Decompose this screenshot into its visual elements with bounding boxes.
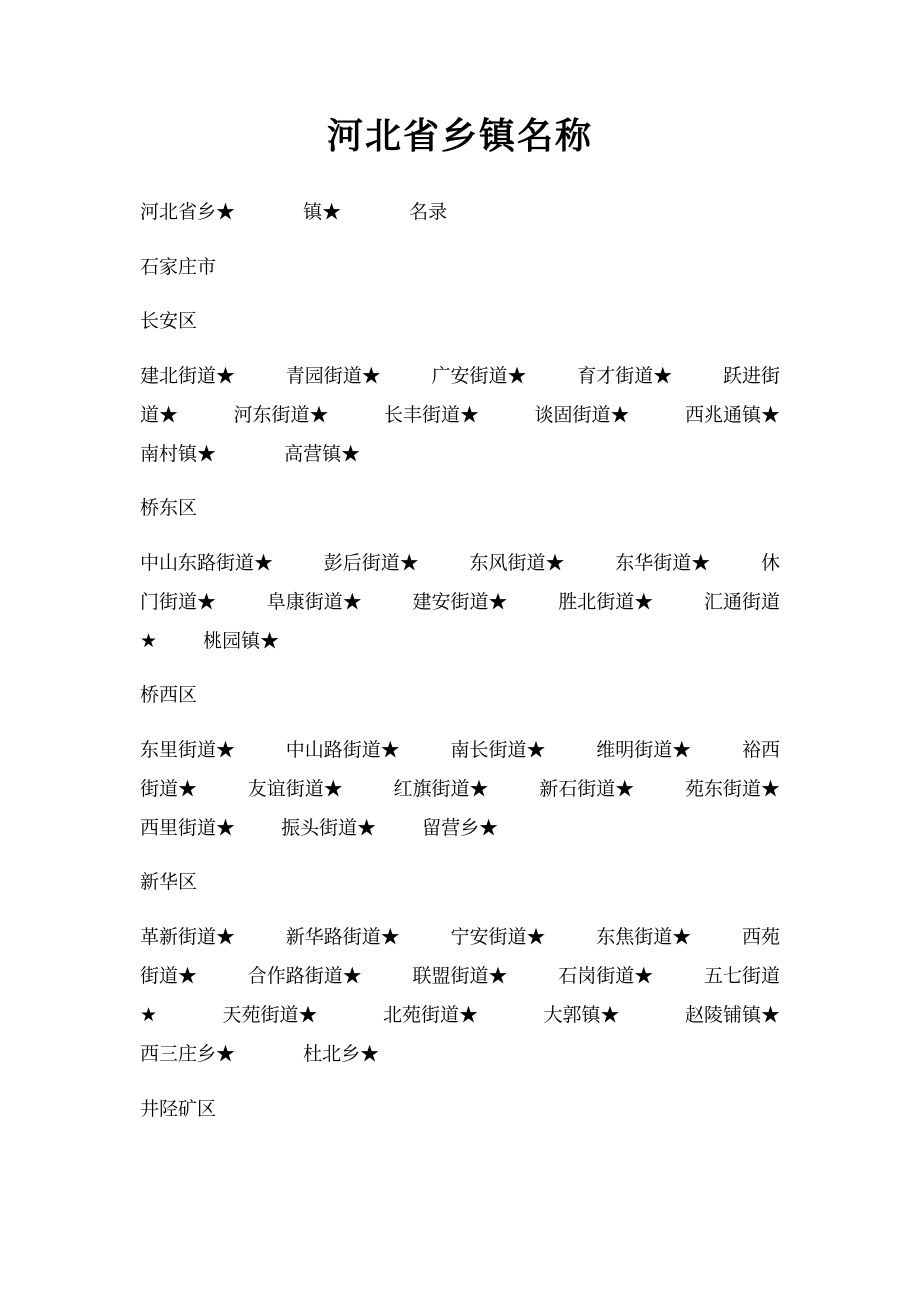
- town-item: 育才街道★: [577, 365, 673, 387]
- town-item: 西里街道★: [140, 817, 236, 839]
- district-line: [140, 1003, 780, 1027]
- district-line: [140, 1042, 780, 1066]
- subtitle-item: 镇★: [303, 201, 342, 223]
- district-line: [140, 364, 780, 388]
- district-line: [140, 738, 780, 762]
- district-heading: 新华区: [140, 871, 198, 893]
- town-item: 苑东街道★: [684, 778, 780, 800]
- town-item: 南长街道★: [450, 739, 546, 761]
- district-line: [140, 551, 780, 575]
- town-item: 西苑: [741, 926, 780, 948]
- city-heading: 石家庄市: [140, 256, 217, 278]
- town-item: 广安街道★: [431, 365, 527, 387]
- town-item: 汇通街道: [703, 591, 780, 613]
- document-title: 河北省乡镇名称: [326, 115, 593, 157]
- town-item: 东焦街道★: [596, 926, 692, 948]
- district-line: [140, 403, 780, 427]
- town-item: 裕西: [741, 739, 780, 761]
- town-item: 北苑街道★: [383, 1004, 479, 1026]
- subtitle-item: 名录: [409, 201, 448, 223]
- town-item: 长丰街道★: [383, 404, 479, 426]
- district-heading: 井陉矿区: [140, 1098, 217, 1120]
- district-line: [140, 925, 780, 949]
- town-item: 跃进街: [722, 365, 780, 387]
- district-heading: 桥东区: [140, 497, 198, 519]
- district-line: [140, 816, 780, 840]
- town-item: 赵陵铺镇★: [684, 1004, 780, 1026]
- town-item: 街道★: [140, 778, 198, 800]
- town-item: 河东街道★: [233, 404, 329, 426]
- town-item: 西兆通镇★: [684, 404, 780, 426]
- town-item: 中山东路街道★: [140, 552, 274, 574]
- town-item: 留营乡★: [422, 817, 499, 839]
- district-heading: 桥西区: [140, 684, 198, 706]
- district-line: [140, 590, 780, 614]
- town-item: 东华街道★: [615, 552, 711, 574]
- town-item: 阜康街道★: [266, 591, 362, 613]
- town-item: 南村镇★: [140, 443, 217, 465]
- town-item: 休: [760, 552, 780, 574]
- town-item: 革新街道★: [140, 926, 236, 948]
- district-heading: 长安区: [140, 310, 198, 332]
- town-item: ★: [140, 630, 158, 652]
- town-item: 振头街道★: [281, 817, 377, 839]
- town-item: 谈固街道★: [534, 404, 630, 426]
- town-item: 维明街道★: [596, 739, 692, 761]
- town-item: 桃园镇★: [203, 630, 280, 652]
- town-item: 街道★: [140, 965, 198, 987]
- town-item: ★: [140, 1004, 158, 1026]
- town-item: 大郭镇★: [543, 1004, 620, 1026]
- town-item: 中山路街道★: [285, 739, 400, 761]
- town-item: 建安街道★: [412, 591, 508, 613]
- town-item: 高营镇★: [284, 443, 361, 465]
- town-item: 杜北乡★: [303, 1043, 380, 1065]
- town-item: 联盟街道★: [412, 965, 508, 987]
- district-line: [140, 777, 780, 801]
- town-item: 东风街道★: [469, 552, 565, 574]
- town-item: 友谊街道★: [247, 778, 343, 800]
- district-line: [140, 629, 780, 653]
- town-item: 宁安街道★: [450, 926, 546, 948]
- town-item: 合作路街道★: [247, 965, 362, 987]
- town-item: 西三庄乡★: [140, 1043, 236, 1065]
- town-item: 门街道★: [140, 591, 217, 613]
- town-item: 红旗街道★: [393, 778, 489, 800]
- town-item: 新华路街道★: [285, 926, 400, 948]
- town-item: 新石街道★: [539, 778, 635, 800]
- town-item: 道★: [140, 404, 179, 426]
- town-item: 石岗街道★: [558, 965, 654, 987]
- town-item: 东里街道★: [140, 739, 236, 761]
- district-line: [140, 442, 780, 466]
- town-item: 建北街道★: [140, 365, 236, 387]
- town-item: 五七街道: [703, 965, 780, 987]
- subtitle-line: [140, 200, 780, 224]
- town-item: 彭后街道★: [323, 552, 419, 574]
- subtitle-item: 河北省乡★: [140, 201, 236, 223]
- town-item: 天苑街道★: [222, 1004, 318, 1026]
- district-line: [140, 964, 780, 988]
- town-item: 胜北街道★: [558, 591, 654, 613]
- town-item: 青园街道★: [285, 365, 381, 387]
